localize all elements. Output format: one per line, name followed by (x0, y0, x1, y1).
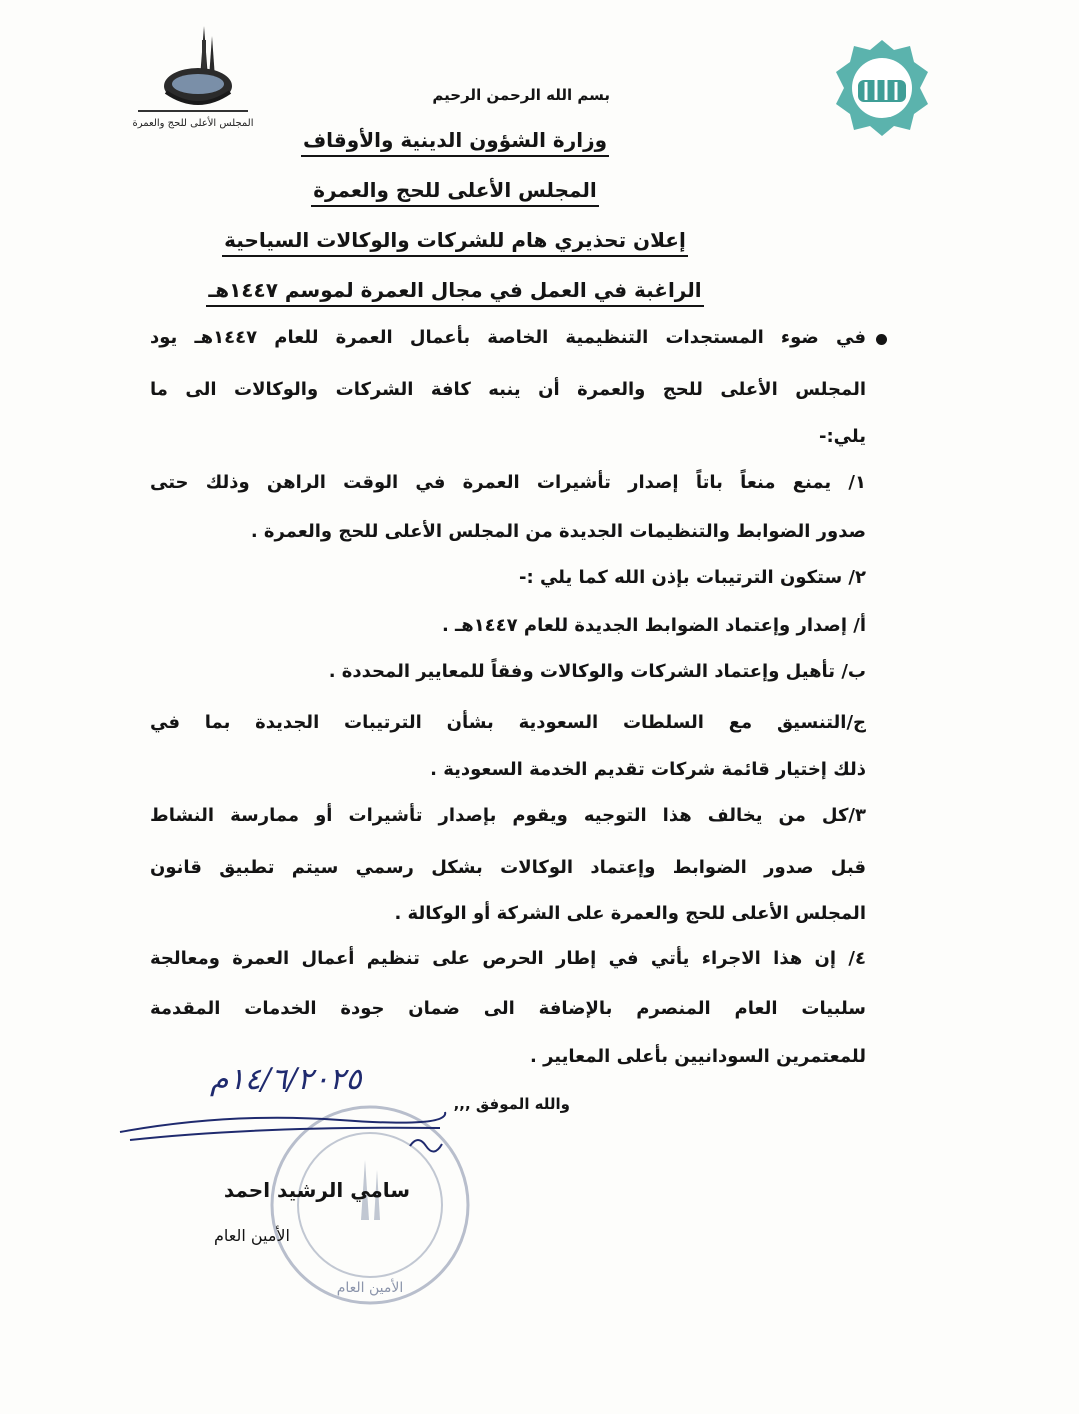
announcement-subtitle: الراغبة في العمل في مجال العمرة لموسم ١٤٤٧هـ (150, 278, 760, 302)
basmala: بسم الله الرحمن الرحيم (432, 86, 610, 104)
body-line: صدور الضوابط والتنظيمات الجديدة من المجلس الأعلى للحج والعمرة . (250, 521, 866, 542)
body-line: المجلس الأعلى للحج والعمرة على الشركة أو الوكالة . (394, 903, 866, 924)
body-line: أ/ إصدار وإعتماد الضوابط الجديدة للعام ١٤٤٧هـ . (441, 615, 866, 636)
council-logo-icon (128, 18, 258, 136)
body-line: في ضوء المستجدات التنظيمية الخاصة بأعمال العمرة للعام ١٤٤٧هـ يود (150, 327, 866, 348)
signer-name: سامي الرشيد احمد (223, 1178, 410, 1202)
body-line: سلبيات العام المنصرم بالإضافة الى ضمان جودة الخدمات المقدمة (150, 998, 866, 1019)
council-title: المجلس الأعلى للحج والعمرة (150, 178, 760, 202)
bullet-icon (876, 334, 887, 345)
stamp-text: الأمين العام (336, 1280, 404, 1296)
body-line: ذلك إختيار قائمة شركات تقديم الخدمة السعودية . (430, 759, 866, 780)
body-line: المجلس الأعلى للحج والعمرة أن ينبه كافة الشركات والوكالات الى ما (150, 379, 866, 400)
body-line: ١/ يمنع منعاً باتاً إصدار تأشيرات العمرة في الوقت الراهن وذلك حتى (150, 472, 866, 493)
left-logo-caption: المجلس الأعلى للحج والعمرة (132, 118, 254, 129)
announcement-title: إعلان تحذيري هام للشركات والوكالات السياحية (150, 228, 760, 252)
handwritten-date: ١٤/٦/٢٠٢٥م (210, 1062, 362, 1097)
body-line: ٢/ ستكون الترتيبات بإذن الله كما يلي :- (519, 567, 866, 588)
body-line: ب/ تأهيل وإعتماد الشركات والوكالات وفقاً للمعايير المحددة . (328, 661, 866, 682)
signature-icon (110, 1090, 450, 1160)
signer-title: الأمين العام (213, 1226, 290, 1245)
body-line: ج/التنسيق مع السلطات السعودية بشأن الترتيبات الجديدة بما في (150, 712, 866, 733)
body-line: قبل صدور الضوابط وإعتماد الوكالات بشكل رسمي سيتم تطبيق قانون (150, 857, 866, 878)
body-line: ٤/ إن هذا الاجراء يأتي في إطار الحرص على تنظيم أعمال العمرة ومعالجة (150, 948, 866, 969)
ministry-logo-icon (832, 38, 932, 138)
body-line: يلي:- (819, 426, 866, 447)
ministry-title: وزارة الشؤون الدينية والأوقاف (150, 128, 760, 152)
body-line: للمعتمرين السودانيين بأعلى المعايير . (530, 1046, 866, 1067)
body-line: ٣/كل من يخالف هذا التوجيه ويقوم بإصدار تأشيرات أو ممارسة النشاط (150, 805, 866, 826)
closing-phrase: والله الموفق ,,, (453, 1095, 570, 1113)
